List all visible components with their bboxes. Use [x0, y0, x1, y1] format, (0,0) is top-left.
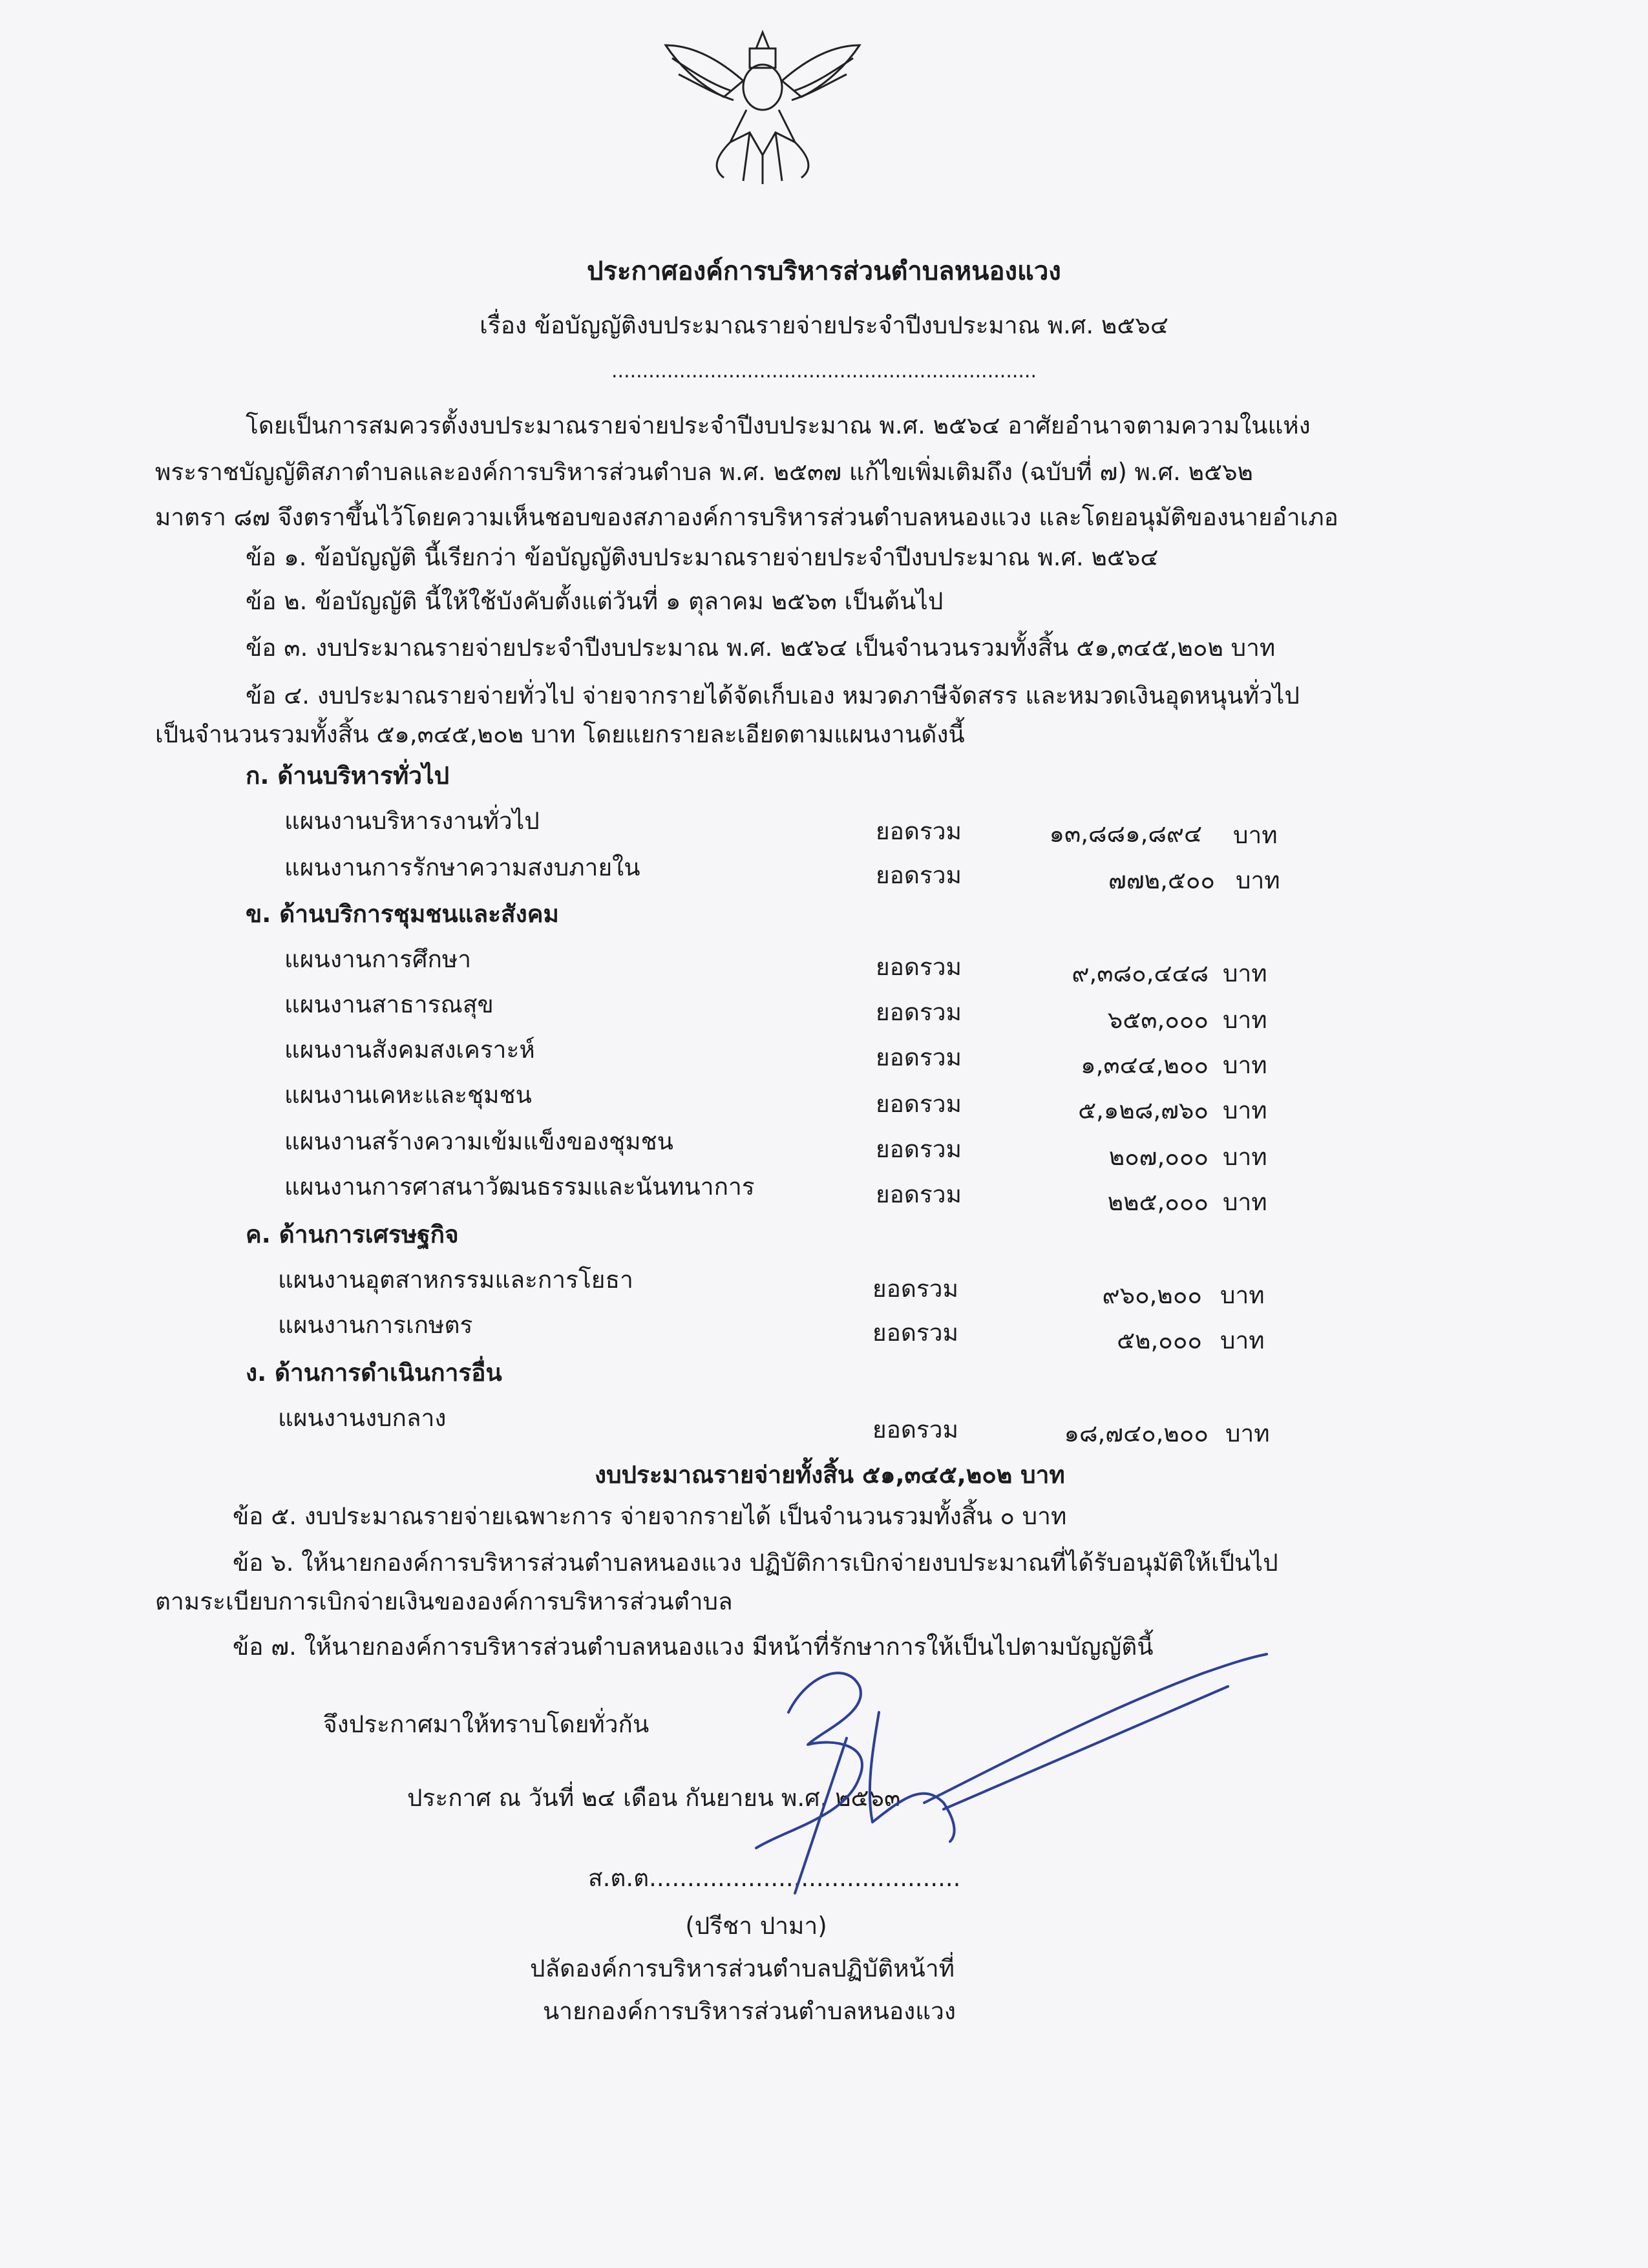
plan-unit: บาท	[1223, 1143, 1267, 1171]
plan-name: แผนงานเคหะและชุมชน	[284, 1081, 532, 1109]
plan-name: แผนงานสังคมสงเคราะห์	[284, 1036, 535, 1064]
plan-unit: บาท	[1225, 1420, 1270, 1447]
title-divider: .....................................................................	[611, 360, 1037, 383]
handwritten-signature-icon	[711, 1635, 1293, 1919]
plan-total-label: ยอดรวม	[876, 953, 962, 981]
signer-position-1: ปลัดองค์การบริหารส่วนตำบลปฏิบัติหน้าที่	[530, 1955, 955, 1982]
plan-name: แผนงานอุตสาหกรรมและการโยธา	[278, 1266, 633, 1294]
intro-line-1: โดยเป็นการสมควรตั้งงบประมาณรายจ่ายประจำปีงบประมาณ พ.ศ. ๒๕๖๔ อาศัยอำนาจตามความในแห่ง	[246, 412, 1311, 439]
plan-name: แผนงานการรักษาความสงบภายใน	[284, 854, 640, 881]
signer-position-2: นายกองค์การบริหารส่วนตำบลหนองแวง	[543, 1997, 956, 2025]
plan-amount: ๒๒๕,๐๐๐	[1107, 1188, 1209, 1216]
clause-2: ข้อ ๒. ข้อบัญญัติ นี้ให้ใช้บังคับตั้งแต่วันที่ ๑ ตุลาคม ๒๕๖๓ เป็นต้นไป	[246, 587, 944, 615]
plan-name: แผนงานสร้างความเข้มแข็งของชุมชน	[284, 1128, 673, 1155]
plan-amount: ๙,๓๘๐,๔๔๘	[1072, 960, 1209, 987]
plan-total-label: ยอดรวม	[872, 1319, 958, 1347]
clause-4-line-1: ข้อ ๔. งบประมาณรายจ่ายทั่วไป จ่ายจากรายได้จัดเก็บเอง หมวดภาษีจัดสรร และหมวดเงินอุดหนุนทั่วไป	[246, 682, 1300, 709]
plan-name: แผนงานการศาสนาวัฒนธรรมและนันทนาการ	[284, 1173, 755, 1201]
clause-6-line-2: ตามระเบียบการเบิกจ่ายเงินขององค์การบริหารส่วนตำบล	[155, 1588, 733, 1615]
section-heading: ค. ด้านการเศรษฐกิจ	[246, 1221, 459, 1248]
section-heading: ง. ด้านการดำเนินการอื่น	[246, 1359, 502, 1387]
plan-unit: บาท	[1223, 1097, 1267, 1124]
clause-1: ข้อ ๑. ข้อบัญญัติ นี้เรียกว่า ข้อบัญญัติงบประมาณรายจ่ายประจำปีงบประมาณ พ.ศ. ๒๕๖๔	[246, 543, 1159, 571]
section-heading: ข. ด้านบริการชุมชนและสังคม	[246, 900, 559, 928]
clause-7: ข้อ ๗. ให้นายกองค์การบริหารส่วนตำบลหนองแวง มีหน้าที่รักษาการให้เป็นไปตามบัญญัตินี้	[233, 1633, 1154, 1661]
plan-amount: ๒๐๗,๐๐๐	[1108, 1143, 1209, 1171]
plan-total-label: ยอดรวม	[876, 861, 962, 889]
plan-total-label: ยอดรวม	[876, 817, 962, 845]
plan-unit: บาท	[1223, 1006, 1267, 1034]
plan-unit: บาท	[1220, 1327, 1265, 1354]
plan-amount: ๖๕๓,๐๐๐	[1107, 1006, 1209, 1034]
plan-unit: บาท	[1236, 866, 1280, 894]
plan-total-label: ยอดรวม	[872, 1275, 958, 1303]
plan-total-label: ยอดรวม	[876, 1135, 962, 1163]
intro-line-3: มาตรา ๘๗ จึงตราขึ้นไว้โดยความเห็นชอบของสภาองค์การบริหารส่วนตำบลหนองแวง และโดยอนุมัติของนายอำเภอ	[155, 503, 1338, 531]
plan-name: แผนงานบริหารงานทั่วไป	[284, 807, 540, 835]
clause-6-line-1: ข้อ ๖. ให้นายกองค์การบริหารส่วนตำบลหนองแวง ปฏิบัติการเบิกจ่ายงบประมาณที่ได้รับอนุมัติให้เป็นไป	[233, 1549, 1278, 1577]
plan-amount: ๑๓,๘๘๑,๘๙๔	[1049, 820, 1202, 848]
plan-unit: บาท	[1223, 1051, 1267, 1079]
garuda-emblem-icon	[653, 19, 872, 191]
plan-total-label: ยอดรวม	[876, 998, 962, 1026]
intro-line-2: พระราชบัญญัติสภาตำบลและองค์การบริหารส่วนตำบล พ.ศ. ๒๕๓๗ แก้ไขเพิ่มเติมถึง (ฉบับที่ ๗) พ.ศ. ๒๕๖๒	[155, 458, 1253, 486]
clause-5: ข้อ ๕. งบประมาณรายจ่ายเฉพาะการ จ่ายจากรายได้ เป็นจำนวนรวมทั้งสิ้น ๐ บาท	[233, 1502, 1067, 1530]
plan-total-label: ยอดรวม	[876, 1044, 962, 1071]
announcement-date: ประกาศ ณ วันที่ ๒๔ เดือน กันยายน พ.ศ. ๒๕๖๓	[407, 1784, 901, 1812]
clause-4-line-2: เป็นจำนวนรวมทั้งสิ้น ๕๑,๓๔๕,๒๐๒ บาท โดยแยกรายละเอียดตามแผนงานดังนี้	[155, 720, 965, 748]
plan-name: แผนงานการเกษตร	[278, 1311, 473, 1339]
plan-amount: ๕๒,๐๐๐	[1117, 1327, 1202, 1354]
grand-total: งบประมาณรายจ่ายทั้งสิ้น ๕๑,๓๔๕,๒๐๒ บาท	[595, 1461, 1065, 1489]
plan-total-label: ยอดรวม	[876, 1090, 962, 1118]
plan-name: แผนงานงบกลาง	[278, 1404, 447, 1432]
plan-amount: ๑๘,๗๔๐,๒๐๐	[1064, 1420, 1209, 1447]
clause-3: ข้อ ๓. งบประมาณรายจ่ายประจำปีงบประมาณ พ.ศ. ๒๕๖๔ เป็นจำนวนรวมทั้งสิ้น ๕๑,๓๔๕,๒๐๒ บาท	[246, 634, 1276, 662]
plan-amount: ๕,๑๒๘,๗๖๐	[1078, 1097, 1209, 1124]
announcement-title: ประกาศองค์การบริหารส่วนตำบลหนองแวง	[587, 257, 1061, 286]
signature-line: ส.ต.ต.........................................	[588, 1864, 961, 1892]
plan-amount: ๗๗๒,๕๐๐	[1108, 866, 1215, 894]
plan-unit: บาท	[1223, 960, 1267, 987]
plan-total-label: ยอดรวม	[872, 1416, 958, 1444]
plan-amount: ๙๖๐,๒๐๐	[1102, 1281, 1202, 1309]
section-heading: ก. ด้านบริหารทั่วไป	[246, 762, 450, 790]
closing-announcement: จึงประกาศมาให้ทราบโดยทั่วกัน	[323, 1710, 650, 1738]
plan-amount: ๑,๓๔๔,๒๐๐	[1081, 1051, 1209, 1079]
plan-unit: บาท	[1233, 821, 1278, 849]
plan-name: แผนงานการศึกษา	[284, 945, 472, 973]
plan-name: แผนงานสาธารณสุข	[284, 991, 494, 1018]
plan-unit: บาท	[1220, 1281, 1265, 1309]
plan-total-label: ยอดรวม	[876, 1181, 962, 1208]
signer-name: (ปรีชา ปามา)	[685, 1912, 827, 1940]
announcement-subject: เรื่อง ข้อบัญญัติงบประมาณรายจ่ายประจำปีงบประมาณ พ.ศ. ๒๕๖๔	[480, 311, 1168, 339]
plan-unit: บาท	[1223, 1188, 1267, 1216]
